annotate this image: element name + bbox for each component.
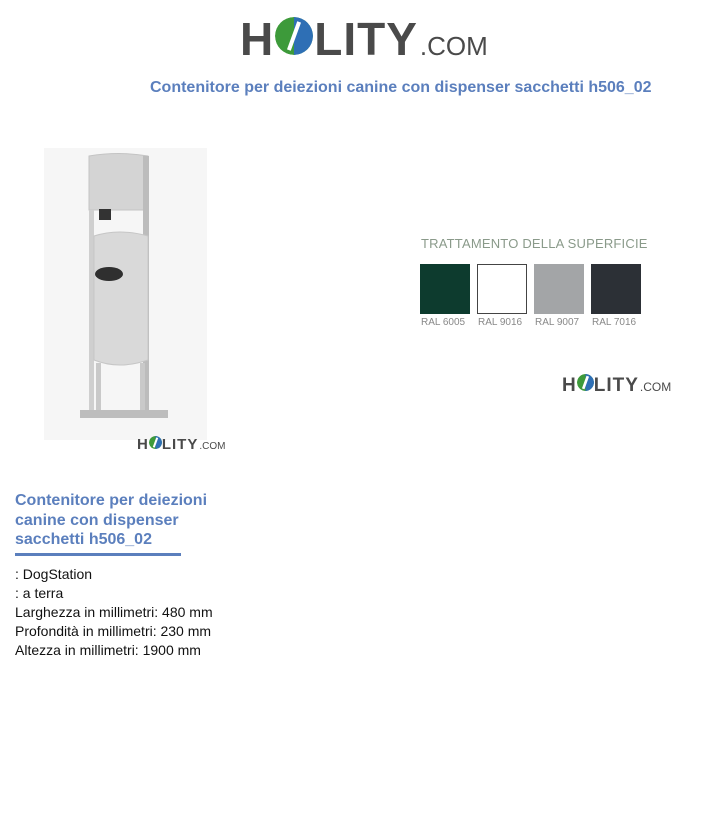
logo-letters: LITY	[314, 13, 418, 65]
swatch-chip	[477, 264, 527, 314]
swatch-chip	[420, 264, 470, 314]
logo-letter-h: H	[240, 13, 275, 65]
swatch-ral-6005	[420, 264, 470, 328]
logo-o-icon	[275, 17, 313, 55]
swatch-label: RAL 9016	[478, 317, 523, 328]
swatch-chip	[591, 264, 641, 314]
product-image-logo	[137, 436, 225, 453]
page-title: Contenitore per deiezioni canine con dispenser sacchetti h506_02	[150, 79, 652, 96]
logo-o-icon	[149, 436, 162, 449]
finish-title: TRATTAMENTO DELLA SUPERFICIE	[421, 236, 648, 251]
spec-line: Altezza in millimetri: 1900 mm	[15, 642, 201, 658]
spec-line: : DogStation	[15, 566, 93, 582]
logo-letters: LITY	[593, 375, 639, 396]
logo-letter-h: H	[137, 436, 149, 453]
product-title: Contenitore per deiezioni canine con dispenser sacchetti h506_02	[15, 492, 208, 548]
logo-domain: .COM	[419, 31, 488, 61]
swatch-ral-7016	[591, 264, 641, 328]
finish-image-logo	[562, 374, 671, 397]
logo-o-icon	[577, 374, 594, 391]
swatch-label: RAL 6005	[421, 317, 466, 328]
logo-domain: .COM	[199, 441, 226, 452]
spec-line: Profondità in millimetri: 230 mm	[15, 623, 212, 639]
swatch-label: RAL 7016	[592, 317, 637, 328]
finish-swatches	[420, 264, 641, 328]
swatch-chip	[534, 264, 584, 314]
swatch-ral-9016	[477, 264, 527, 328]
product-image	[44, 148, 207, 440]
logo-letters: LITY	[161, 436, 199, 453]
swatch-label: RAL 9007	[535, 317, 580, 328]
logo-letter-h: H	[562, 375, 577, 396]
title-underline	[15, 553, 181, 556]
product-specs	[15, 565, 213, 660]
spec-line: : a terra	[15, 585, 64, 601]
site-logo[interactable]	[240, 12, 488, 66]
swatch-ral-9007	[534, 264, 584, 328]
spec-line: Larghezza in millimetri: 480 mm	[15, 604, 213, 620]
logo-domain: .COM	[639, 380, 672, 394]
